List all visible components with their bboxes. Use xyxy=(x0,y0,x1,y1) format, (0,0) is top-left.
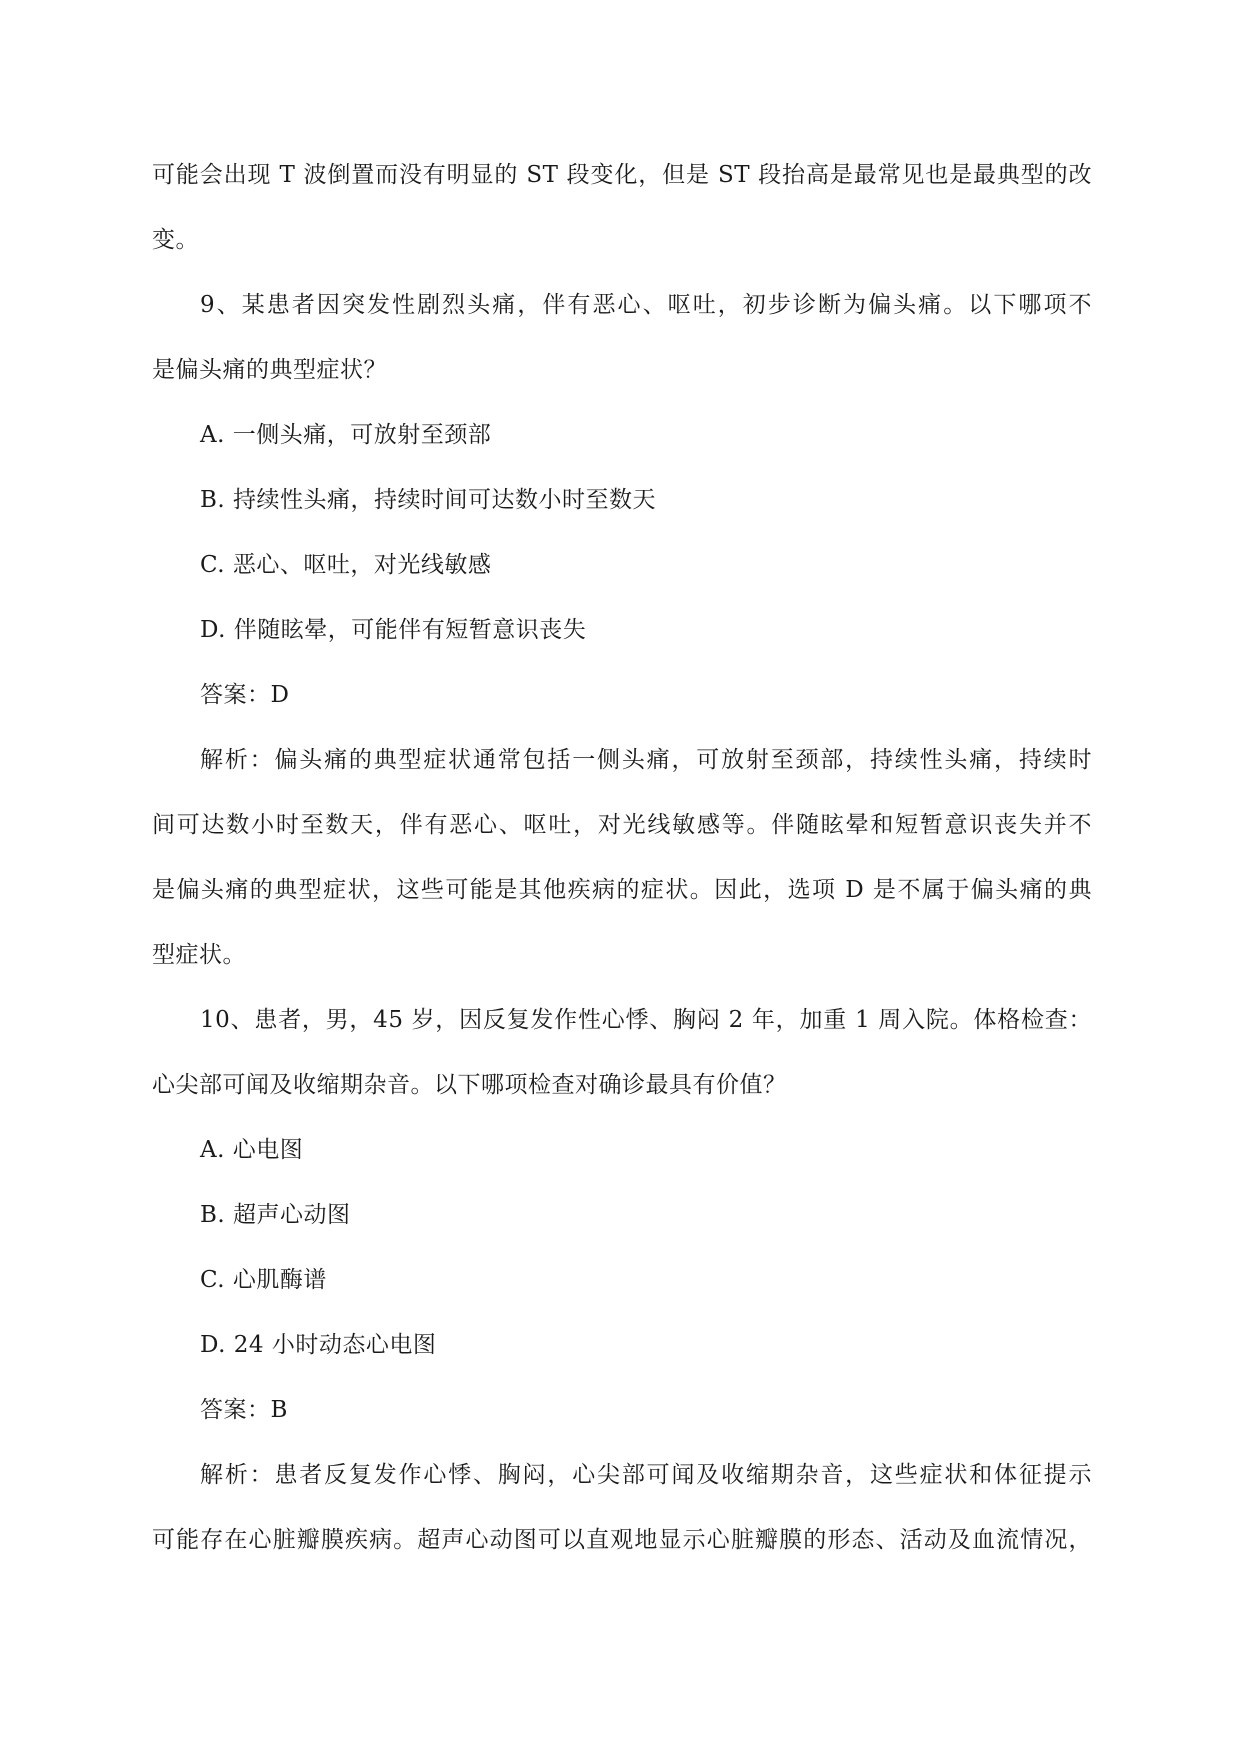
paragraph-line: 变。 xyxy=(152,227,199,253)
question-9-answer: 答案：D xyxy=(200,682,290,708)
paragraph-line: 可能会出现 T 波倒置而没有明显的 ST 段变化，但是 ST 段抬高是最常见也是最典型的改 xyxy=(152,162,1092,188)
question-9-option-b: B. 持续性头痛，持续时间可达数小时至数天 xyxy=(200,487,657,513)
question-10-option-c: C. 心肌酶谱 xyxy=(200,1267,327,1293)
question-10-analysis: 解析：患者反复发作心悸、胸闷，心尖部可闻及收缩期杂音，这些症状和体征提示 xyxy=(200,1462,1092,1488)
question-10-option-a: A. 心电图 xyxy=(200,1137,304,1163)
question-10-analysis: 可能存在心脏瓣膜疾病。超声心动图可以直观地显示心脏瓣膜的形态、活动及血流情况， xyxy=(152,1527,1092,1553)
document-page xyxy=(152,143,1092,1573)
question-9-stem: 是偏头痛的典型症状？ xyxy=(152,357,387,383)
question-10-answer: 答案：B xyxy=(200,1397,288,1423)
question-9-analysis: 型症状。 xyxy=(152,942,246,968)
question-9-analysis: 解析：偏头痛的典型症状通常包括一侧头痛，可放射至颈部，持续性头痛，持续时 xyxy=(200,747,1092,773)
question-9-stem: 9、某患者因突发性剧烈头痛，伴有恶心、呕吐，初步诊断为偏头痛。以下哪项不 xyxy=(200,292,1092,318)
question-10-stem: 心尖部可闻及收缩期杂音。以下哪项检查对确诊最具有价值？ xyxy=(152,1072,787,1098)
question-9-analysis: 是偏头痛的典型症状，这些可能是其他疾病的症状。因此，选项 D 是不属于偏头痛的典 xyxy=(152,877,1092,903)
question-10-stem: 10、患者，男，45 岁，因反复发作性心悸、胸闷 2 年，加重 1 周入院。体格检查： xyxy=(200,1007,1092,1033)
question-9-option-d: D. 伴随眩晕，可能伴有短暂意识丧失 xyxy=(200,617,587,643)
question-10-option-b: B. 超声心动图 xyxy=(200,1202,351,1228)
question-9-analysis: 间可达数小时至数天，伴有恶心、呕吐，对光线敏感等。伴随眩晕和短暂意识丧失并不 xyxy=(152,812,1092,838)
question-9-option-c: C. 恶心、呕吐，对光线敏感 xyxy=(200,552,492,578)
question-10-option-d: D. 24 小时动态心电图 xyxy=(200,1332,437,1358)
question-9-option-a: A. 一侧头痛，可放射至颈部 xyxy=(200,422,492,448)
